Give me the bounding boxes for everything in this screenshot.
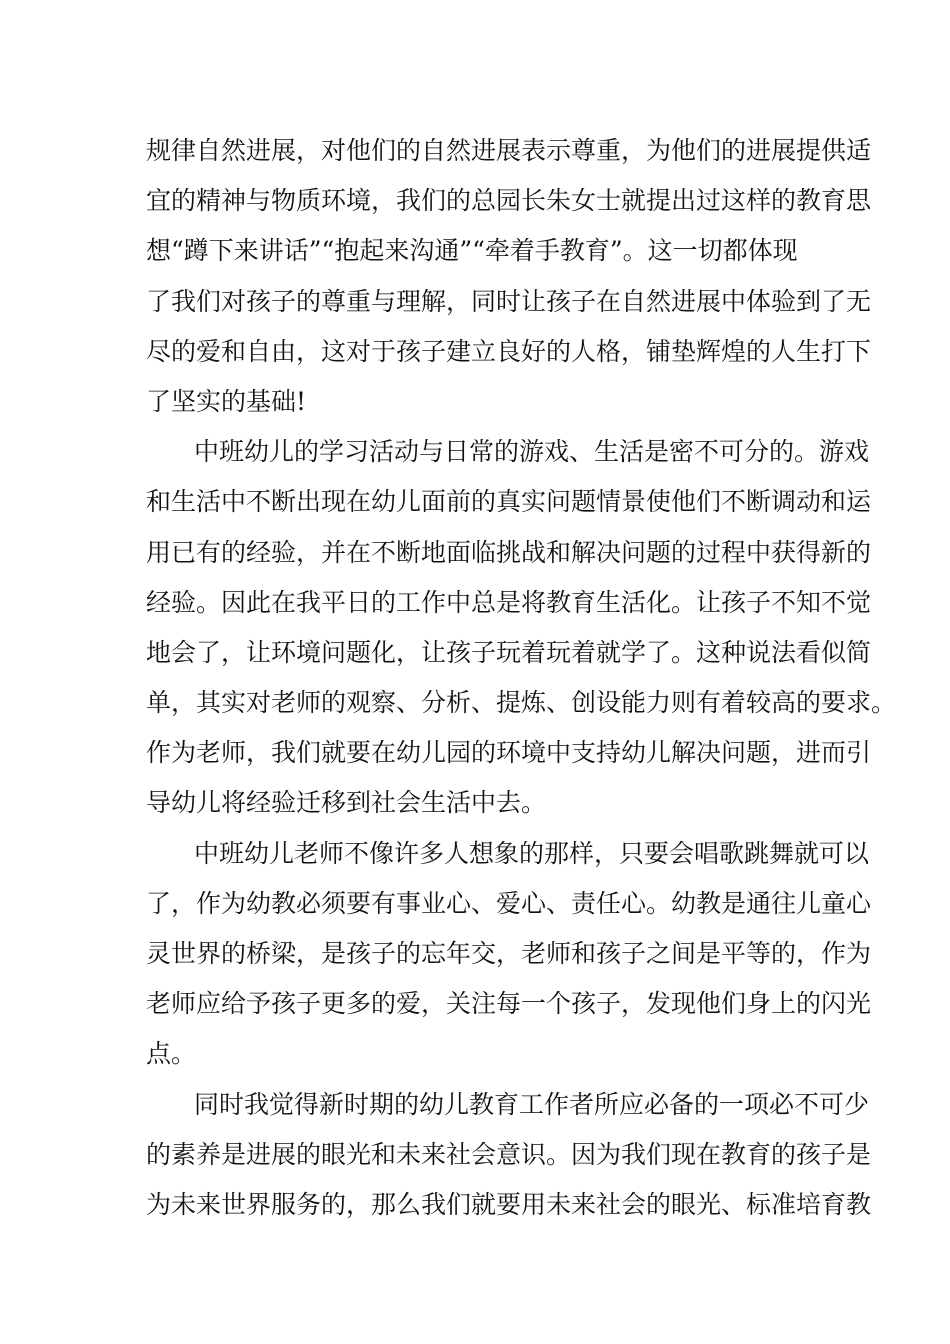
document-body — [146, 126, 897, 1230]
text-line: 规律自然进展，对他们的自然进展表示尊重，为他们的进展提供适 — [146, 136, 872, 165]
text-line: 中班幼儿的学习活动与日常的游戏、生活是密不可分的。游戏 — [194, 437, 870, 467]
text-line: 尽的爱和自由，这对于孩子建立良好的人格，铺垫辉煌的人生打下 — [146, 336, 872, 366]
text-line: 中班幼儿老师不像许多人想象的那样，只要会唱歌跳舞就可以 — [194, 838, 870, 868]
text-line: 单，其实对老师的观察、分析、提炼、创设能力则有着较高的要求。 — [146, 688, 897, 718]
text-line: 经验。因此在我平日的工作中总是将教育生活化。让孩子不知不觉 — [146, 587, 872, 617]
text-line: 地会了，让环境问题化，让孩子玩着玩着就学了。这种说法看似简 — [146, 637, 872, 667]
text-line: 为未来世界服务的，那么我们就要用未来社会的眼光、标准培育教 — [146, 1189, 872, 1219]
text-line: 和生活中不断出现在幼儿面前的真实问题情景使他们不断调动和运 — [146, 487, 872, 517]
text-line: 灵世界的桥梁，是孩子的忘年交，老师和孩子之间是平等的，作为 — [146, 939, 872, 968]
text-line: 了我们对孩子的尊重与理解，同时让孩子在自然进展中体验到了无 — [146, 286, 872, 316]
text-line: 作为老师，我们就要在幼儿园的环境中支持幼儿解决问题，进而引 — [146, 738, 872, 768]
text-line: 了，作为幼教必须要有事业心、爱心、责任心。幼教是通往儿童心 — [146, 888, 872, 918]
text-line: 了坚实的基础! — [146, 386, 307, 416]
text-line: 点。 — [146, 1039, 197, 1069]
text-line: 同时我觉得新时期的幼儿教育工作者所应必备的一项必不可少 — [194, 1089, 870, 1119]
text-line: 导幼儿将经验迁移到社会生活中去。 — [146, 788, 547, 818]
text-line: 老师应给予孩子更多的爱，关注每一个孩子，发现他们身上的闪光 — [146, 989, 872, 1019]
text-line: 想“蹲下来讲话”“抱起来沟通”“牵着手教育”。这一切都体现 — [146, 236, 798, 266]
text-line: 宜的精神与物质环境，我们的总园长朱女士就提出过这样的教育思 — [146, 186, 872, 216]
text-line: 用已有的经验，并在不断地面临挑战和解决问题的过程中获得新的 — [146, 537, 872, 567]
text-line: 的素养是进展的眼光和未来社会意识。因为我们现在教育的孩子是 — [146, 1139, 872, 1169]
